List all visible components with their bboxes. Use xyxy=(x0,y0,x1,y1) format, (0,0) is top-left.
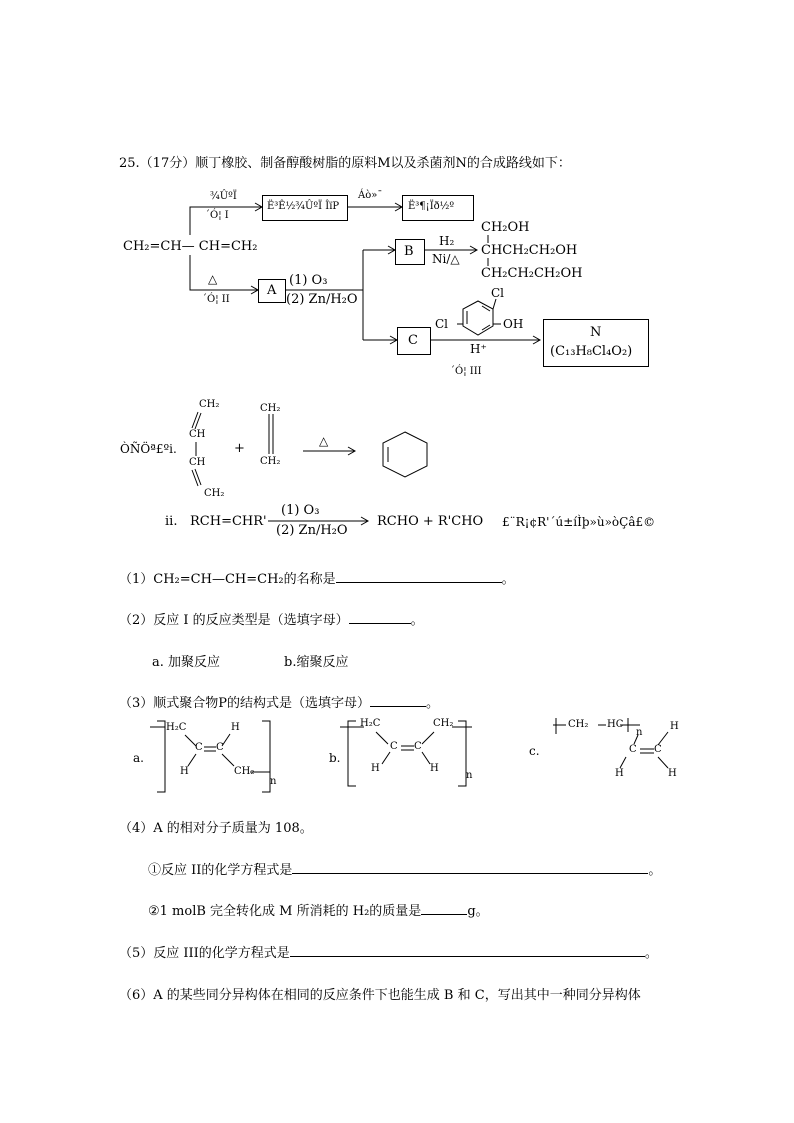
q2-option-b: b.缩聚反应 xyxy=(284,655,349,670)
box-A-label: A xyxy=(267,283,277,298)
M-structure-line3: CH₂CH₂CH₂OH xyxy=(481,266,583,281)
known-ii-reactant: RCH=CHR' xyxy=(190,514,267,529)
known-heat: △ xyxy=(319,434,329,448)
question-header: 25.（17分）顺丁橡胶、制备醇酸树脂的原料M以及杀菌剂N的合成路线如下： xyxy=(119,156,571,171)
q2-option-a: a. 加聚反应 xyxy=(152,655,221,670)
hydrogen-reagent: H₂ xyxy=(439,234,455,248)
box-C xyxy=(397,327,431,355)
condition-polymerization: ¾ÛºÏ xyxy=(210,191,237,202)
known-label: ÒÑÖª£ºi. xyxy=(120,442,177,456)
phenol-cl-left: Cl xyxy=(435,317,449,331)
q3b-c-left: C xyxy=(390,741,398,752)
box-P-label: Ë³Ê½¾ÛºÏ ÎïP xyxy=(267,201,340,212)
ethylene-bottom: CH₂ xyxy=(260,456,281,467)
M-structure-line1: CH₂OH xyxy=(481,220,530,235)
diene-ch-1: CH xyxy=(189,429,206,440)
q1-end: 。 xyxy=(501,572,515,587)
q3b-h-left: H xyxy=(371,763,380,774)
question-4: （4）A 的相对分子质量为 108。 xyxy=(119,821,313,836)
ozonolysis-step1: (1) O₃ xyxy=(289,273,328,288)
q3a-h2c: H₂C xyxy=(166,722,187,733)
diene-ch2-bottom: CH₂ xyxy=(204,488,225,499)
q4-1-text: ①反应 II的化学方程式是 xyxy=(148,863,293,878)
known-ii-cond1: (1) O₃ xyxy=(281,503,320,518)
q2-text: （2）反应 I 的反应类型是（选填字母） xyxy=(119,613,349,628)
q3a-c-right: C xyxy=(216,742,224,753)
diene-ch2-top: CH₂ xyxy=(199,399,220,410)
q3a-ch2: CH₂ xyxy=(234,766,255,777)
box-A xyxy=(258,279,286,303)
question-3 xyxy=(119,692,439,711)
q1-answer-blank[interactable] xyxy=(336,568,502,583)
q3a-h-top: H xyxy=(231,722,240,733)
q3c-c-right: C xyxy=(654,744,662,755)
box-N-title: N xyxy=(590,325,602,340)
q3a-c-left: C xyxy=(195,742,203,753)
q3b-h2c: H₂C xyxy=(360,718,381,729)
phenol-oh: OH xyxy=(503,317,524,331)
phenol-cl-top: Cl xyxy=(491,286,505,300)
acid-catalyst: H⁺ xyxy=(470,342,487,356)
q3b-n: n xyxy=(466,770,473,781)
q3-text: （3）顺式聚合物P的结构式是（选填字母） xyxy=(119,696,371,711)
question-5 xyxy=(119,942,658,961)
q4-2-end: g。 xyxy=(467,904,489,919)
q4-2-text: ②1 molB 完全转化成 M 所消耗的 H₂的质量是 xyxy=(148,904,422,919)
known-ii-label: ii. xyxy=(165,514,178,529)
box-N xyxy=(543,319,649,367)
nickel-catalyst: Ni/△ xyxy=(432,252,460,266)
box-rubber xyxy=(402,195,474,221)
box-B-label: B xyxy=(404,244,414,259)
q4-1-end: 。 xyxy=(648,863,662,878)
box-rubber-label: Ë³¶¡Ïð½º xyxy=(408,201,455,212)
box-C-label: C xyxy=(408,333,418,348)
q1-text: （1）CH₂=CH—CH=CH₂的名称是 xyxy=(119,572,336,587)
q3a-h-bottom: H xyxy=(180,766,189,777)
reaction-II-label: ´Ó¦ II xyxy=(202,294,230,305)
q3-option-b-label: b. xyxy=(329,751,341,765)
plus-sign: + xyxy=(234,441,245,456)
question-6: （6）A 的某些同分异构体在相同的反应条件下也能生成 B 和 C，写出其中一种同分异构体 xyxy=(119,988,641,1003)
q3b-c-right: C xyxy=(414,741,422,752)
heat-condition: △ xyxy=(208,272,218,286)
q3-end: 。 xyxy=(426,696,440,711)
known-ii-note: £¨R¡¢R'´ú±íÌþ»ù»òÇâ£© xyxy=(502,515,656,529)
q3c-c-left: C xyxy=(629,744,637,755)
condition-vulcanization: Áò»¯ xyxy=(358,190,383,201)
q3b-h-right: H xyxy=(430,763,439,774)
box-B xyxy=(395,239,425,265)
q2-answer-blank[interactable] xyxy=(349,609,411,624)
q5-end: 。 xyxy=(644,946,658,961)
q3c-hc: HC xyxy=(607,719,624,730)
q3a-n: n xyxy=(270,776,277,787)
M-structure-line2: CHCH₂CH₂OH xyxy=(481,243,578,258)
box-polymer-P xyxy=(262,195,348,221)
q3b-ch2: CH₂ xyxy=(433,718,454,729)
diene-ch-2: CH xyxy=(189,457,206,468)
question-4-2 xyxy=(148,900,489,919)
q4-2-answer-blank[interactable] xyxy=(421,900,467,915)
known-ii-products: RCHO + R'CHO xyxy=(377,514,484,529)
q4-1-answer-blank[interactable] xyxy=(292,859,648,874)
reaction-I-label: ´Ó¦ I xyxy=(205,210,229,221)
butadiene-formula: CH₂=CH— CH=CH₂ xyxy=(123,239,258,254)
q3-option-a-label: a. xyxy=(133,751,144,765)
q3c-h-top-right: H xyxy=(670,721,679,732)
q5-text: （5）反应 III的化学方程式是 xyxy=(119,946,290,961)
q5-answer-blank[interactable] xyxy=(290,942,645,957)
box-N-formula: (C₁₃H₈Cl₄O₂) xyxy=(550,344,633,359)
reaction-III-label: ´Ó¦ III xyxy=(450,366,482,377)
q3c-n: n xyxy=(636,727,643,738)
q3c-h-bottom-left: H xyxy=(615,768,624,779)
ozonolysis-step2: (2) Zn/H₂O xyxy=(286,292,358,307)
known-ii-cond2: (2) Zn/H₂O xyxy=(276,523,348,538)
question-2 xyxy=(119,609,424,628)
q2-end: 。 xyxy=(410,613,424,628)
q3-option-c-label: c. xyxy=(529,744,540,758)
q3-answer-blank[interactable] xyxy=(370,692,426,707)
question-4-1 xyxy=(148,859,661,878)
ethylene-top: CH₂ xyxy=(260,403,281,414)
question-1 xyxy=(119,568,515,587)
q3c-h-bottom-right: H xyxy=(668,768,677,779)
q3c-ch2: CH₂ xyxy=(568,719,589,730)
